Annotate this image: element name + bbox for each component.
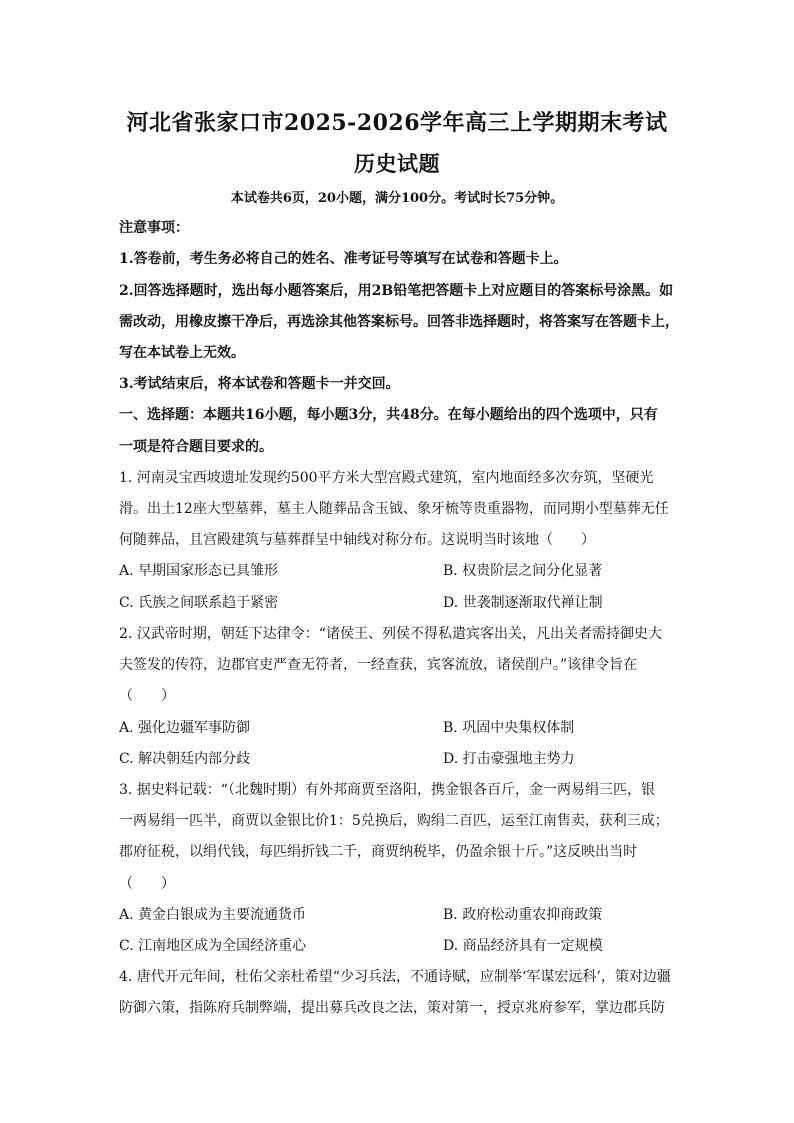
note-item-2-line3: 写在本试卷上无效。: [119, 345, 245, 361]
question-2-line-1: 2. 汉武帝时期，朝廷下达律令：“诸侯王、列侯不得私遣宾客出关，凡出关者需持御史大: [119, 626, 662, 642]
question-1-option-c[interactable]: C. 氏族之间联系趋于紧密: [119, 595, 279, 611]
question-2-option-a[interactable]: A. 强化边疆军事防御: [119, 720, 251, 736]
note-item-2-line2: 需改动，用橡皮擦干净后，再选涂其他答案标号。回答非选择题时，将答案写在答题卡上，: [119, 314, 679, 330]
question-1-option-d[interactable]: D. 世袭制逐渐取代禅让制: [443, 595, 603, 611]
section-heading-line2: 一项是符合题目要求的。: [119, 439, 273, 455]
question-3-option-d[interactable]: D. 商品经济具有一定规模: [443, 938, 603, 954]
note-item-2-line1: 2.回答选择题时，选出每小题答案后，用2B铅笔把答题卡上对应题目的答案标号涂黑。如: [119, 283, 674, 299]
question-1-line-1: 1. 河南灵宝西坡遗址发现约500平方米大型宫殿式建筑，室内地面经多次夯筑，坚硬光: [119, 470, 654, 486]
question-2-option-b[interactable]: B. 巩固中央集权体制: [443, 720, 575, 736]
question-1-line-2: 滑。出土12座大型墓葬，墓主人随葬品含玉钺、象牙梳等贵重器物，而同期小型墓葬无任: [119, 501, 669, 517]
question-2-line-3: （ ）: [119, 688, 175, 704]
note-item-1: 1.答卷前，考生务必将自己的姓名、准考证号等填写在试卷和答题卡上。: [119, 251, 568, 267]
question-4-line-2: 防御六策，指陈府兵制弊端，提出募兵改良之法，策对第一，授京兆府参军，掌边郡兵防: [119, 1000, 665, 1016]
question-2-option-c[interactable]: C. 解决朝廷内部分歧: [119, 751, 251, 767]
question-2-option-d[interactable]: D. 打击豪强地主势力: [443, 751, 575, 767]
question-1-option-b[interactable]: B. 权贵阶层之间分化显著: [443, 563, 603, 579]
question-3-line-2: 一两易绢一匹半，商贾以金银比价1：5兑换后，购绢二百匹，运至江南售卖，获利三成；: [119, 813, 669, 829]
subject-title: 历史试题: [354, 151, 440, 176]
exam-info: 本试卷共6页，20小题，满分100分。考试时长75分钟。: [230, 191, 564, 206]
section-heading-line1: 一、选择题：本题共16小题，每小题3分，共48分。在每小题给出的四个选项中，只有: [119, 407, 658, 423]
note-item-3: 3.考试结束后，将本试卷和答题卡一并交回。: [119, 376, 400, 392]
question-3-option-a[interactable]: A. 黄金白银成为主要流通货币: [119, 907, 307, 923]
question-3-option-b[interactable]: B. 政府松动重农抑商政策: [443, 907, 603, 923]
question-3-option-c[interactable]: C. 江南地区成为全国经济重心: [119, 938, 307, 954]
exam-title: 河北省张家口市2025-2026学年高三上学期期末考试: [126, 110, 668, 136]
question-2-line-2: 夫签发的传符，边郡官吏严查无符者，一经查获，宾客流放，诸侯削户。”该律令旨在: [119, 657, 638, 673]
notes-heading: 注意事项：: [119, 220, 189, 236]
question-4-line-1: 4. 唐代开元年间，杜佑父亲杜希望“少习兵法，不通诗赋，应制举‘军谋宏远科’，策对边疆: [119, 969, 671, 985]
question-3-line-4: （ ）: [119, 876, 175, 892]
question-3-line-3: 郡府征税，以绢代钱，每匹绢折钱二千，商贾纳税毕，仍盈余银十斤。”这反映出当时: [119, 844, 638, 860]
question-3-line-1: 3. 据史料记载：“（北魏时期）有外邦商贾至洛阳，携金银各百斤，金一两易绢三匹，银: [119, 782, 655, 798]
question-1-option-a[interactable]: A. 早期国家形态已具雏形: [119, 563, 279, 579]
question-1-line-3: 何随葬品，且宫殿建筑与墓葬群呈中轴线对称分布。这说明当时该地（ ）: [119, 532, 595, 548]
